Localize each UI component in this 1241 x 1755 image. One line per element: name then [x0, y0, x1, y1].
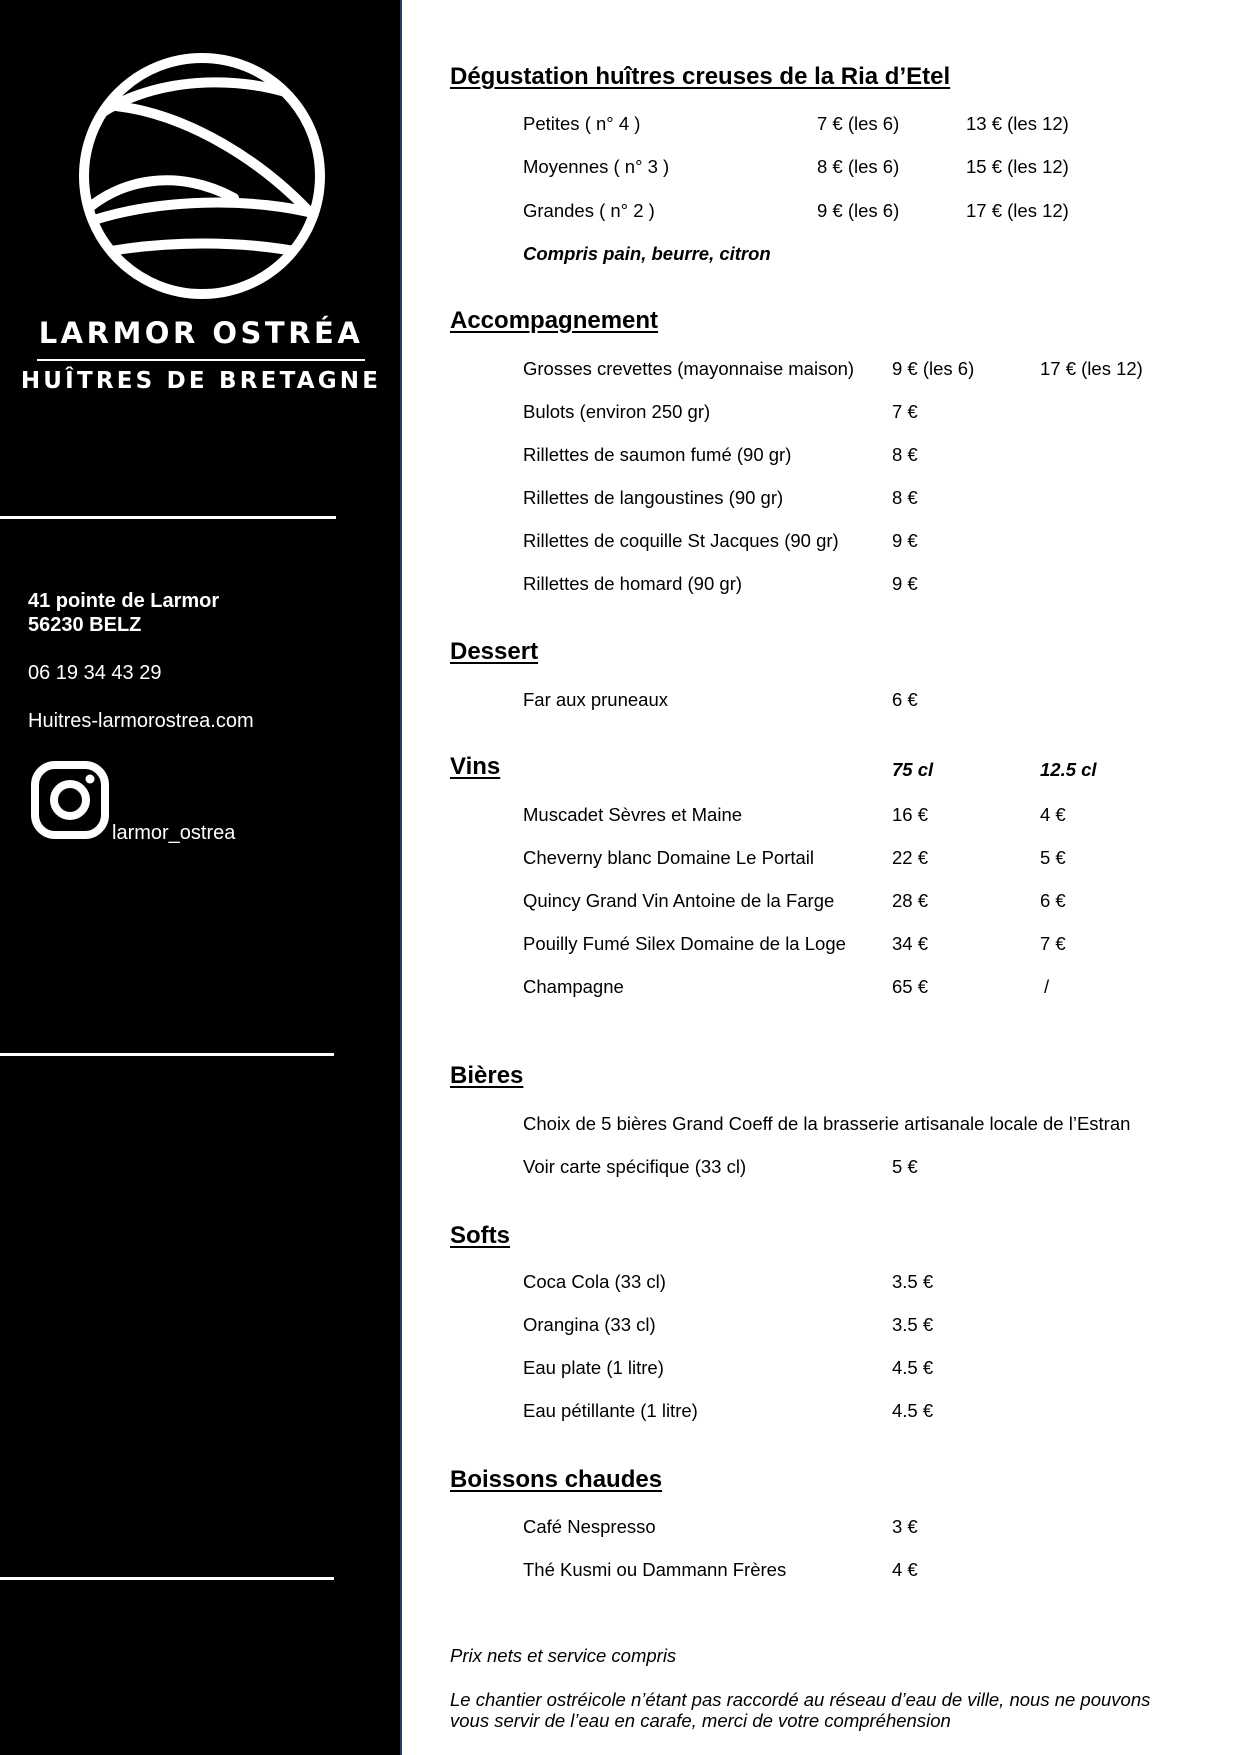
item-price: 8 € — [892, 487, 918, 508]
instagram-icon[interactable] — [30, 760, 110, 840]
item-name: Quincy Grand Vin Antoine de la Farge — [523, 890, 835, 911]
item-name: Thé Kusmi ou Dammann Frères — [523, 1559, 787, 1580]
price-75cl: 34 € — [892, 933, 929, 954]
section-title-vins: Vins — [450, 753, 501, 780]
price-twelve: 13 € (les 12) — [966, 113, 1069, 134]
item-price: 5 € — [892, 1156, 918, 1177]
divider-top — [0, 516, 336, 519]
item-price: 8 € — [892, 444, 918, 465]
menu-content — [450, 0, 1230, 1755]
divider-bottom — [0, 1577, 334, 1580]
phone-number: 06 19 34 43 29 — [28, 662, 162, 684]
item-price-twelve: 17 € (les 12) — [1040, 358, 1143, 379]
item-name: Grosses crevettes (mayonnaise maison) — [523, 358, 855, 379]
price-12-5cl: 4 € — [1040, 804, 1066, 825]
price-six: 7 € (les 6) — [817, 113, 900, 134]
item-price: 9 € (les 6) — [892, 358, 975, 379]
section-title-softs: Softs — [450, 1222, 510, 1249]
website-link[interactable]: Huitres-larmorostrea.com — [28, 710, 254, 732]
section-title-degustation: Dégustation huîtres creuses de la Ria d’Etel — [450, 63, 951, 90]
item-name: Cheverny blanc Domaine Le Portail — [523, 847, 815, 868]
section-title-boissons-chaudes: Boissons chaudes — [450, 1466, 663, 1493]
section-title-dessert: Dessert — [450, 638, 539, 665]
item-price: 6 € — [892, 689, 918, 710]
price-75cl: 65 € — [892, 976, 929, 997]
oyster-logo-icon — [74, 48, 330, 304]
item-price: 3.5 € — [892, 1314, 934, 1335]
footer-note-water-line1: Le chantier ostréicole n’étant pas raccordé au réseau d’eau de ville, nous ne pouvons — [450, 1689, 1151, 1710]
price-six: 8 € (les 6) — [817, 156, 900, 177]
item-name: Café Nespresso — [523, 1516, 656, 1537]
brand-divider — [37, 359, 365, 361]
instagram-handle[interactable]: larmor_ostrea — [112, 822, 236, 844]
item-price: 9 € — [892, 530, 918, 551]
item-price: 7 € — [892, 401, 918, 422]
address-line1: 41 pointe de Larmor — [28, 590, 220, 612]
item-name: Petites ( n° 4 ) — [523, 113, 641, 134]
item-name: Pouilly Fumé Silex Domaine de la Loge — [523, 933, 846, 954]
price-75cl: 28 € — [892, 890, 929, 911]
price-twelve: 15 € (les 12) — [966, 156, 1069, 177]
item-name: Rillettes de coquille St Jacques (90 gr) — [523, 530, 839, 551]
item-name: Coca Cola (33 cl) — [523, 1271, 666, 1292]
item-name: Rillettes de langoustines (90 gr) — [523, 487, 784, 508]
column-header-75cl: 75 cl — [892, 759, 934, 780]
item-name: Moyennes ( n° 3 ) — [523, 156, 670, 177]
price-75cl: 22 € — [892, 847, 929, 868]
column-header-12-5cl: 12.5 cl — [1040, 759, 1097, 780]
item-name: Rillettes de homard (90 gr) — [523, 573, 743, 594]
item-name: Voir carte spécifique (33 cl) — [523, 1156, 747, 1177]
price-twelve: 17 € (les 12) — [966, 200, 1069, 221]
price-12-5cl: 6 € — [1040, 890, 1066, 911]
divider-middle — [0, 1053, 334, 1056]
item-price: 9 € — [892, 573, 918, 594]
item-name: Rillettes de saumon fumé (90 gr) — [523, 444, 792, 465]
price-12-5cl: 5 € — [1040, 847, 1066, 868]
footer-note-water-line2: vous servir de l’eau en carafe, merci de votre compréhension — [450, 1710, 951, 1731]
degustation-note: Compris pain, beurre, citron — [523, 243, 771, 264]
item-name: Grandes ( n° 2 ) — [523, 200, 655, 221]
price-12-5cl: / — [1044, 976, 1050, 997]
sidebar — [0, 0, 402, 1755]
price-six: 9 € (les 6) — [817, 200, 900, 221]
footer-note-prices: Prix nets et service compris — [450, 1645, 677, 1666]
item-name: Muscadet Sèvres et Maine — [523, 804, 743, 825]
item-name: Champagne — [523, 976, 624, 997]
address — [28, 589, 219, 637]
item-name: Eau pétillante (1 litre) — [523, 1400, 698, 1421]
brand-tagline: HUÎTRES DE BRETAGNE — [20, 368, 382, 394]
price-12-5cl: 7 € — [1040, 933, 1066, 954]
brand-name: LARMOR OSTRÉA — [38, 316, 364, 350]
price-75cl: 16 € — [892, 804, 929, 825]
item-name: Bulots (environ 250 gr) — [523, 401, 711, 422]
address-line2: 56230 BELZ — [28, 614, 142, 636]
section-title-accompagnement: Accompagnement — [450, 307, 659, 334]
item-price: 4.5 € — [892, 1400, 934, 1421]
item-name: Eau plate (1 litre) — [523, 1357, 664, 1378]
item-price: 4.5 € — [892, 1357, 934, 1378]
item-name: Far aux pruneaux — [523, 689, 669, 710]
item-price: 3.5 € — [892, 1271, 934, 1292]
section-title-bieres: Bières — [450, 1062, 524, 1089]
item-price: 3 € — [892, 1516, 918, 1537]
item-name: Orangina (33 cl) — [523, 1314, 656, 1335]
item-price: 4 € — [892, 1559, 918, 1580]
item-description: Choix de 5 bières Grand Coeff de la brasserie artisanale locale de l’Estran — [523, 1113, 1131, 1134]
